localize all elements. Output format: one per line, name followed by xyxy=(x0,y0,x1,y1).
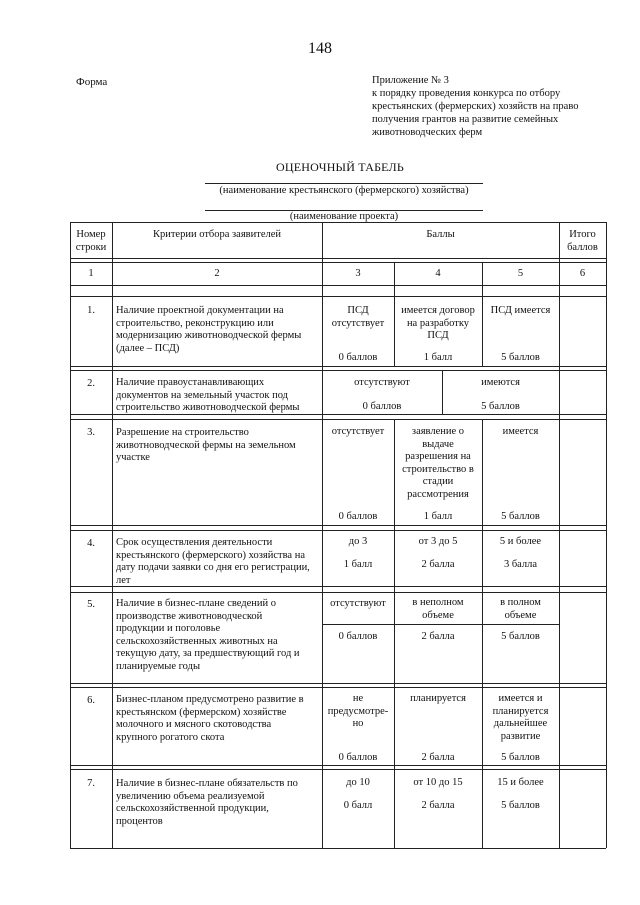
option-points: 0 баллов xyxy=(362,401,402,412)
table-border xyxy=(70,769,606,770)
option-points: 0 баллов xyxy=(338,752,378,763)
form-label: Форма xyxy=(76,76,108,88)
option-cell: отсутствует xyxy=(331,426,385,437)
option-points: 1 балл xyxy=(423,511,453,522)
column-number: 1 xyxy=(88,268,94,279)
row-criteria: Бизнес-планом предусмотрено развитие в крестьянском (фермерском) хозяйстве молочного и мясного скотоводства крупного рогатого скота xyxy=(116,694,304,743)
option-cell: имеется и планируется дальнейшее развитие xyxy=(492,693,549,742)
row-number: 5. xyxy=(87,599,95,610)
table-border xyxy=(70,370,606,371)
appendix-line: животноводческих ферм xyxy=(372,127,483,138)
option-cell: планируется xyxy=(410,693,466,704)
option-points: 2 балла xyxy=(421,800,455,811)
option-points: 5 баллов xyxy=(501,511,540,522)
row-criteria: Наличие в бизнес-плане сведений о производстве животноводческой продукции и поголовье сельскохозяйственных животных на текущую дату, за предшествующий год и планируемые годы xyxy=(116,598,300,672)
option-cell: до 3 xyxy=(348,536,368,547)
option-cell: имеются xyxy=(481,377,520,388)
option-cell: 5 и более xyxy=(499,536,542,547)
appendix-line: Приложение № 3 xyxy=(372,75,449,86)
header-criteria: Критерии отбора заявителей xyxy=(152,229,282,240)
page-number: 148 xyxy=(308,40,332,57)
row-number: 2. xyxy=(87,378,95,389)
document-title: ОЦЕНОЧНЫЙ ТАБЕЛЬ xyxy=(276,160,404,174)
column-number: 4 xyxy=(435,268,441,279)
option-points: 0 баллов xyxy=(338,352,378,363)
option-cell: ПСД имеется xyxy=(490,305,551,316)
option-points: 5 баллов xyxy=(481,401,520,412)
option-cell: 15 и более xyxy=(497,777,544,788)
option-cell: заявление о выдаче разрешения на строительство в стадии рассмотрения xyxy=(402,426,474,500)
option-points: 2 балла xyxy=(421,559,455,570)
table-border xyxy=(70,525,606,526)
option-points: 1 балл xyxy=(423,352,453,363)
table-border xyxy=(606,222,607,848)
table-border xyxy=(70,687,606,688)
appendix-line: получения грантов на развитие семейных xyxy=(372,114,559,125)
row-number: 4. xyxy=(87,538,95,549)
appendix-line: к порядку проведения конкурса по отбору xyxy=(372,88,561,99)
option-points: 0 баллов xyxy=(338,511,378,522)
option-points: 0 баллов xyxy=(338,631,378,642)
row-criteria: Разрешение на строительство животноводческой фермы на земельном участке xyxy=(116,427,296,463)
option-points: 5 баллов xyxy=(501,352,540,363)
farm-name-line xyxy=(205,183,483,184)
option-cell: от 3 до 5 xyxy=(418,536,458,547)
row-number: 6. xyxy=(87,695,95,706)
table-border xyxy=(70,683,606,684)
column-number: 2 xyxy=(214,268,220,279)
option-points: 0 балл xyxy=(343,800,373,811)
table-border xyxy=(70,258,606,259)
table-border xyxy=(70,765,606,766)
column-number: 3 xyxy=(355,268,361,279)
option-points: 1 балл xyxy=(343,559,373,570)
row-criteria: Наличие проектной документации на строительство, реконструкцию или модернизацию животноводческой фермы (далее – ПСД) xyxy=(116,305,302,354)
option-cell: отсутствуют xyxy=(354,377,410,388)
table-border xyxy=(70,296,606,297)
column-number: 6 xyxy=(579,268,586,279)
row-number: 7. xyxy=(87,778,95,789)
option-cell: имеется договор на разработку ПСД xyxy=(401,305,475,341)
table-border xyxy=(559,222,560,848)
column-number: 5 xyxy=(517,268,524,279)
option-cell: в неполном объеме xyxy=(412,597,464,621)
option-points: 5 баллов xyxy=(501,631,540,642)
table-border xyxy=(112,222,113,848)
table-border xyxy=(70,848,606,849)
table-border xyxy=(70,592,606,593)
table-border xyxy=(70,285,606,286)
option-cell: до 10 xyxy=(346,777,370,788)
option-cell: от 10 до 15 xyxy=(413,777,463,788)
option-cell: не предусмотре- но xyxy=(327,693,389,729)
project-name-caption: (наименование проекта) xyxy=(289,211,399,222)
row-criteria: Срок осуществления деятельности крестьянского (фермерского) хозяйства на дату подачи заявки со дня его регистрации, лет xyxy=(116,537,310,586)
row-number: 1. xyxy=(87,305,95,316)
table-border xyxy=(70,222,606,223)
option-points: 3 балла xyxy=(503,559,538,570)
option-points: 5 баллов xyxy=(501,752,540,763)
option-cell: отсутствуют xyxy=(330,598,386,609)
row-criteria: Наличие правоустанавливающих документов на земельный участок под строительство животноводческой фермы xyxy=(116,377,300,413)
option-cell: в полном объеме xyxy=(500,597,541,621)
option-points: 5 баллов xyxy=(501,800,540,811)
table-border xyxy=(70,530,606,531)
header-number: Номер строки xyxy=(75,229,107,253)
option-cell: имеется xyxy=(502,426,539,437)
header-points: Баллы xyxy=(426,229,455,240)
row-criteria: Наличие в бизнес-плане обязательств по увеличению объема реализуемой сельскохозяйственной продукции, процентов xyxy=(116,778,298,827)
farm-name-caption: (наименование крестьянского (фермерского) хозяйства) xyxy=(219,185,469,196)
row-number: 3. xyxy=(87,427,95,438)
table-border xyxy=(70,366,606,367)
appendix-note xyxy=(372,74,622,139)
table-border xyxy=(322,624,559,625)
table-border xyxy=(70,262,606,263)
appendix-line: крестьянских (фермерских) хозяйств на право xyxy=(372,101,579,112)
option-cell: ПСД отсутствует xyxy=(331,305,385,329)
option-points: 2 балла xyxy=(421,752,455,763)
table-border xyxy=(70,419,606,420)
option-points: 2 балла xyxy=(421,631,455,642)
header-total: Итого баллов xyxy=(567,229,598,253)
